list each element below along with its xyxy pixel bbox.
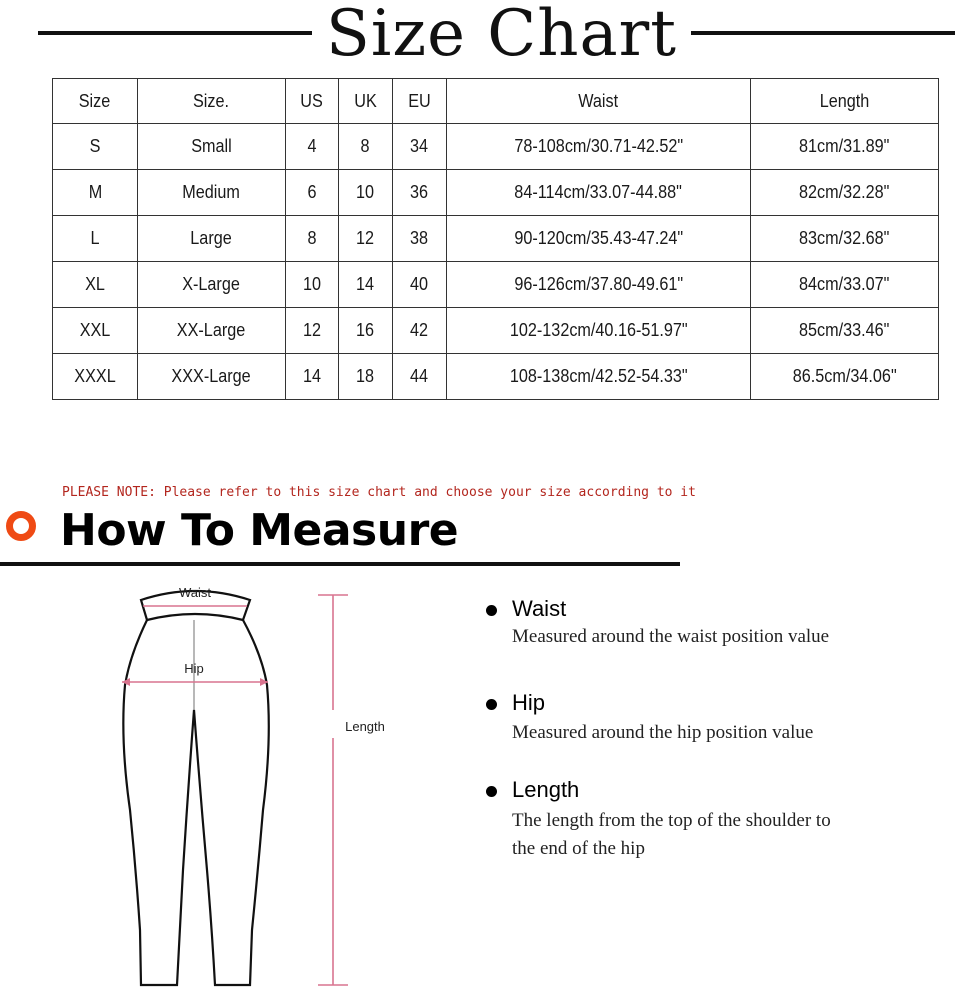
table-cell: Small xyxy=(138,124,286,170)
table-cell: 81cm/31.89" xyxy=(751,124,939,170)
table-cell: 85cm/33.46" xyxy=(751,308,939,354)
table-cell: 34 xyxy=(393,124,447,170)
table-cell: 40 xyxy=(393,262,447,308)
table-cell: 84cm/33.07" xyxy=(751,262,939,308)
measure-item-label: Hip xyxy=(512,690,546,715)
bullet-icon xyxy=(486,786,497,797)
table-cell: XL xyxy=(53,262,138,308)
table-cell: 6 xyxy=(286,170,339,216)
table-cell: 90-120cm/35.43-47.24" xyxy=(447,216,751,262)
table-cell: 4 xyxy=(286,124,339,170)
header-cell: US xyxy=(286,79,339,124)
measure-item-description: Measured around the hip position value xyxy=(512,722,814,743)
page-title: Size Chart xyxy=(326,0,677,71)
header-cell: Size xyxy=(53,79,138,124)
header-cell: Size. xyxy=(138,79,286,124)
table-cell: 84-114cm/33.07-44.88" xyxy=(447,170,751,216)
measure-item-label: Waist xyxy=(512,596,567,621)
table-row xyxy=(53,124,939,170)
diagram-length-label: Length xyxy=(345,719,385,734)
table-cell: 8 xyxy=(339,124,393,170)
header-cell: EU xyxy=(393,79,447,124)
table-cell: Medium xyxy=(138,170,286,216)
table-cell: 83cm/32.68" xyxy=(751,216,939,262)
table-row xyxy=(53,354,939,400)
header-cell: Waist xyxy=(447,79,751,124)
table-cell: 102-132cm/40.16-51.97" xyxy=(447,308,751,354)
table-header-row xyxy=(53,79,939,124)
table-body xyxy=(53,124,939,400)
table-cell: 14 xyxy=(286,354,339,400)
title-rule-right xyxy=(691,31,955,35)
table-row xyxy=(53,308,939,354)
leggings-diagram xyxy=(100,570,400,990)
table-cell: 18 xyxy=(339,354,393,400)
table-cell: 36 xyxy=(393,170,447,216)
table-row xyxy=(53,262,939,308)
header-cell: UK xyxy=(339,79,393,124)
size-chart-table xyxy=(52,78,939,400)
table-cell: 14 xyxy=(339,262,393,308)
header-cell: Length xyxy=(751,79,939,124)
table-cell: X-Large xyxy=(138,262,286,308)
title-rule-left xyxy=(38,31,312,35)
table-cell: 38 xyxy=(393,216,447,262)
bullet-icon xyxy=(486,699,497,710)
table-cell: 44 xyxy=(393,354,447,400)
size-note: PLEASE NOTE: Please refer to this size chart and choose your size according to it xyxy=(62,485,696,500)
table-cell: XX-Large xyxy=(138,308,286,354)
table-cell: 12 xyxy=(286,308,339,354)
table-cell: 108-138cm/42.52-54.33" xyxy=(447,354,751,400)
table-cell: Large xyxy=(138,216,286,262)
table-cell: L xyxy=(53,216,138,262)
diagram-hip-label: Hip xyxy=(184,661,204,676)
table-cell: 10 xyxy=(286,262,339,308)
measure-item-description: the end of the hip xyxy=(512,838,645,859)
table-row xyxy=(53,216,939,262)
measure-item-label: Length xyxy=(512,777,580,802)
table-row xyxy=(53,170,939,216)
table-cell: XXX-Large xyxy=(138,354,286,400)
orange-ring-icon xyxy=(6,511,36,541)
measure-heading: How To Measure xyxy=(60,505,459,556)
measure-item-description: Measured around the waist position value xyxy=(512,626,830,647)
table-cell: 78-108cm/30.71-42.52" xyxy=(447,124,751,170)
table-cell: 96-126cm/37.80-49.61" xyxy=(447,262,751,308)
table-cell: XXXL xyxy=(53,354,138,400)
table-cell: 16 xyxy=(339,308,393,354)
table-cell: 86.5cm/34.06" xyxy=(751,354,939,400)
table-cell: 82cm/32.28" xyxy=(751,170,939,216)
bullet-icon xyxy=(486,605,497,616)
table-cell: 42 xyxy=(393,308,447,354)
measure-heading-rule xyxy=(0,562,680,566)
diagram-waist-label: Waist xyxy=(178,585,212,600)
measure-item-description: The length from the top of the shoulder to xyxy=(512,810,831,831)
table-cell: 12 xyxy=(339,216,393,262)
table-cell: XXL xyxy=(53,308,138,354)
table-cell: 10 xyxy=(339,170,393,216)
table-cell: 8 xyxy=(286,216,339,262)
table-cell: S xyxy=(53,124,138,170)
table-cell: M xyxy=(53,170,138,216)
